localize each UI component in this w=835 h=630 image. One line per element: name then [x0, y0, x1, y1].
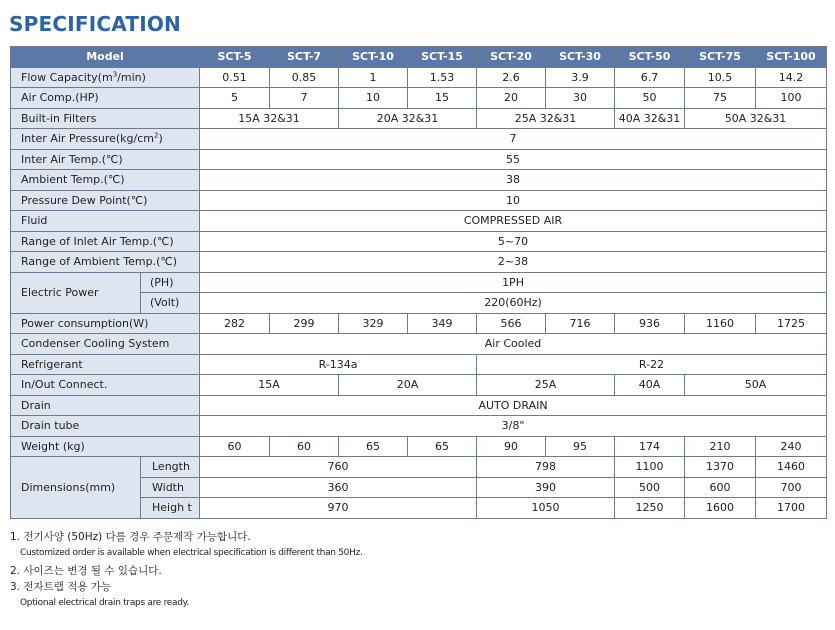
cell: 10.5: [685, 67, 756, 88]
cell: 60: [270, 436, 339, 457]
cell: 7: [200, 129, 827, 150]
cell: 1700: [756, 498, 827, 519]
cell: 1050: [477, 498, 615, 519]
cell: 600: [685, 477, 756, 498]
cell: 760: [200, 457, 477, 478]
dew-point-row: [11, 190, 827, 211]
cell: 6.7: [615, 67, 685, 88]
cell: 360: [200, 477, 477, 498]
model-header: SCT-50: [615, 47, 685, 68]
cell: 40A 32&31: [615, 108, 685, 129]
connect-row: [11, 375, 827, 396]
inter-pressure-row: [11, 129, 827, 150]
row-label: Dimensions(mm): [11, 457, 141, 519]
cell: 970: [200, 498, 477, 519]
note-text: 2. 사이즈는 변경 될 수 있습니다.: [10, 565, 162, 577]
row-label: Inter Air $Pressure(kg/cm^2)$: [11, 129, 200, 150]
cell: 5: [200, 88, 270, 109]
cell: 20A: [339, 375, 477, 396]
cooling-row: [11, 334, 827, 355]
cell: 500: [615, 477, 685, 498]
ambient-temp-row: [11, 170, 827, 191]
row-label: Pressure Dew Point(℃): [11, 190, 200, 211]
cell: 90: [477, 436, 546, 457]
dim-length-row: [11, 457, 827, 478]
cell: 1725: [756, 313, 827, 334]
spec-table: [10, 46, 827, 519]
cell: 1460: [756, 457, 827, 478]
cell: 3.9: [546, 67, 615, 88]
cell: 220(60Hz): [200, 293, 827, 314]
row-label: Weight (kg): [11, 436, 200, 457]
cell: 390: [477, 477, 615, 498]
model-header: SCT-75: [685, 47, 756, 68]
page-title: SPECIFICATION: [9, 12, 181, 36]
header-row: [11, 47, 827, 68]
model-header: SCT-30: [546, 47, 615, 68]
cell: 0.85: [270, 67, 339, 88]
cell: 329: [339, 313, 408, 334]
model-header: SCT-20: [477, 47, 546, 68]
model-header: SCT-10: [339, 47, 408, 68]
note-text: Customized order is available when electrical specification is different than 50Hz.: [20, 548, 363, 558]
cell: 936: [615, 313, 685, 334]
cell: 1370: [685, 457, 756, 478]
row-label: Fluid: [11, 211, 200, 232]
sub-label: Heigh t: [141, 498, 200, 519]
row-label: Range of Inlet Air Temp.(℃): [11, 231, 200, 252]
filters-row: [11, 108, 827, 129]
cell: 7: [270, 88, 339, 109]
row-label: Drain: [11, 395, 200, 416]
cell: 798: [477, 457, 615, 478]
cell: 1: [339, 67, 408, 88]
cell: 1600: [685, 498, 756, 519]
drain-tube-row: [11, 416, 827, 437]
cell: Air Cooled: [200, 334, 827, 355]
row-label: Inter Air Temp.(℃): [11, 149, 200, 170]
cell: 240: [756, 436, 827, 457]
cell: 282: [200, 313, 270, 334]
row-label: Power consumption(W): [11, 313, 200, 334]
cell: 30: [546, 88, 615, 109]
cell: 3/8": [200, 416, 827, 437]
cell: 55: [200, 149, 827, 170]
model-header: SCT-5: [200, 47, 270, 68]
cell: 1.53: [408, 67, 477, 88]
cell: 10: [339, 88, 408, 109]
cell: 700: [756, 477, 827, 498]
cell: 2~38: [200, 252, 827, 273]
cell: 75: [685, 88, 756, 109]
cell: 50: [615, 88, 685, 109]
model-header: SCT-7: [270, 47, 339, 68]
cell: 1100: [615, 457, 685, 478]
row-label: Range of Ambient Temp.(℃): [11, 252, 200, 273]
cell: 15: [408, 88, 477, 109]
row-label: Flow $Capacity(m^3/\min)$: [11, 67, 200, 88]
cell: 1160: [685, 313, 756, 334]
cell: 716: [546, 313, 615, 334]
cell: 65: [408, 436, 477, 457]
note-text: Optional electrical drain traps are ready.: [20, 598, 189, 608]
note-text: 1. 전기사양 (50Hz) 다를 경우 주문제작 가능합니다.: [10, 531, 251, 543]
drain-row: [11, 395, 827, 416]
sub-label: Width: [141, 477, 200, 498]
row-label: Electric Power: [11, 272, 141, 313]
cell: 0.51: [200, 67, 270, 88]
cell: 566: [477, 313, 546, 334]
row-label: Air Comp.(HP): [11, 88, 200, 109]
cell: 20A 32&31: [339, 108, 477, 129]
cell: 100: [756, 88, 827, 109]
inter-temp-row: [11, 149, 827, 170]
electric-ph-row: [11, 272, 827, 293]
sub-label: (Volt): [141, 293, 200, 314]
row-label: Condenser Cooling System: [11, 334, 200, 355]
sub-label: Length: [141, 457, 200, 478]
note-text: 3. 전자트랩 적용 가능: [10, 581, 112, 593]
cell: 95: [546, 436, 615, 457]
air-comp-row: [11, 88, 827, 109]
cell: 10: [200, 190, 827, 211]
cell: 20: [477, 88, 546, 109]
cell: R-134a: [200, 354, 477, 375]
cell: 5~70: [200, 231, 827, 252]
flow-row: [11, 67, 827, 88]
model-header: SCT-15: [408, 47, 477, 68]
cell: 15A 32&31: [200, 108, 339, 129]
row-label: Ambient Temp.(℃): [11, 170, 200, 191]
cell: 65: [339, 436, 408, 457]
row-label: Refrigerant: [11, 354, 200, 375]
cell: AUTO DRAIN: [200, 395, 827, 416]
model-header: SCT-100: [756, 47, 827, 68]
cell: 50A: [685, 375, 827, 396]
cell: 1250: [615, 498, 685, 519]
power-row: [11, 313, 827, 334]
cell: 14.2: [756, 67, 827, 88]
row-label: Built-in Filters: [11, 108, 200, 129]
sub-label: (PH): [141, 272, 200, 293]
cell: 174: [615, 436, 685, 457]
cell: 38: [200, 170, 827, 191]
cell: COMPRESSED AIR: [200, 211, 827, 232]
cell: 50A 32&31: [685, 108, 827, 129]
cell: 25A: [477, 375, 615, 396]
cell: R-22: [477, 354, 827, 375]
cell: 15A: [200, 375, 339, 396]
inlet-range-row: [11, 231, 827, 252]
fluid-row: [11, 211, 827, 232]
model-header: Model: [11, 47, 200, 68]
row-label: In/Out Connect.: [11, 375, 200, 396]
cell: 60: [200, 436, 270, 457]
weight-row: [11, 436, 827, 457]
cell: 1PH: [200, 272, 827, 293]
refrigerant-row: [11, 354, 827, 375]
cell: 25A 32&31: [477, 108, 615, 129]
ambient-range-row: [11, 252, 827, 273]
cell: 349: [408, 313, 477, 334]
cell: 299: [270, 313, 339, 334]
cell: 40A: [615, 375, 685, 396]
row-label: Drain tube: [11, 416, 200, 437]
cell: 2.6: [477, 67, 546, 88]
cell: 210: [685, 436, 756, 457]
notes: [10, 529, 363, 613]
